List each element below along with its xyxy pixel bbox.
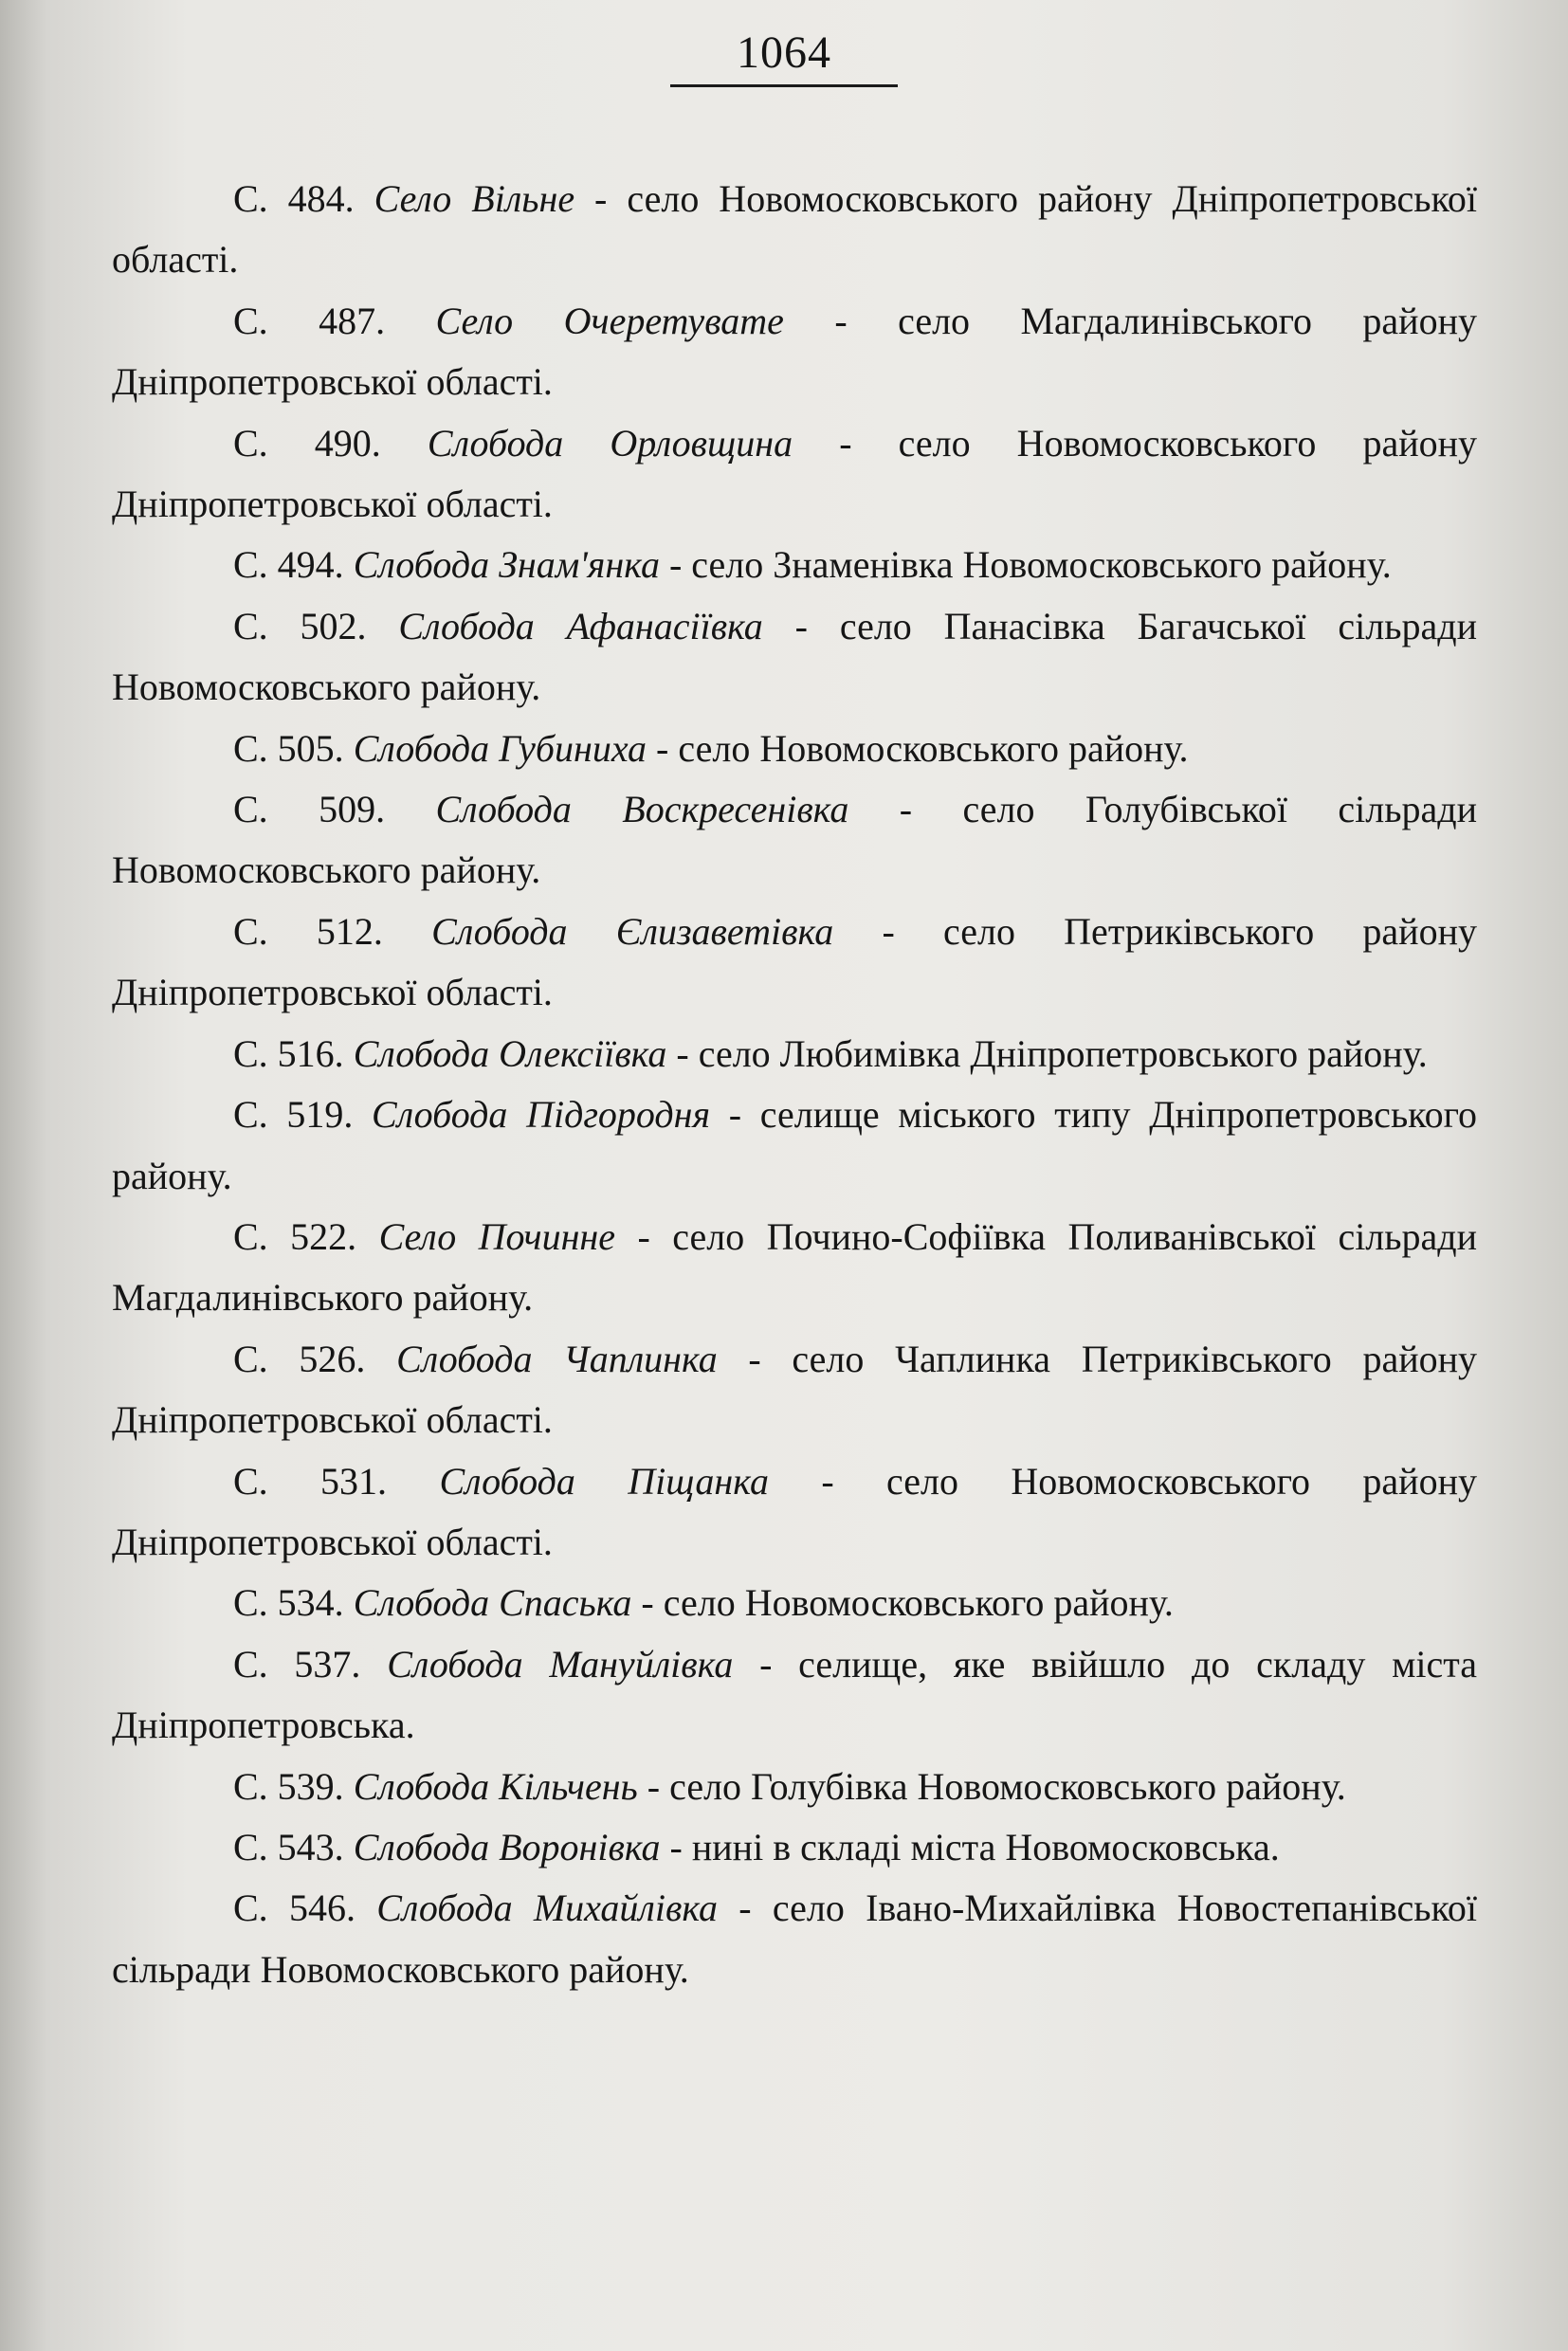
entry xyxy=(112,1878,1477,2000)
entry-ref: С. 546. xyxy=(233,1886,356,1930)
entry xyxy=(112,535,1477,595)
entry-description: - село Магдалинівського району Дніпропетровської області. xyxy=(112,299,1477,404)
entry xyxy=(112,1634,1477,1757)
entry-name: Слобода Спаська xyxy=(353,1581,632,1625)
entry-name: Слобода Михайлівка xyxy=(376,1886,719,1930)
entry-description: - село Івано-Михайлівка Новостепанівської сільради Новомосковського району. xyxy=(112,1886,1478,1991)
entry xyxy=(112,1084,1477,1207)
entry-name: Слобода Олексіївка xyxy=(353,1031,667,1075)
entry-description: - село Новомосковського району Дніпропетровської області. xyxy=(112,177,1478,282)
entry-name: Слобода Мануйлівка xyxy=(387,1642,734,1686)
entry-ref: С. 512. xyxy=(233,909,383,953)
entry-description: - село Новомосковського району Дніпропетровської області. xyxy=(112,421,1478,526)
entry-ref: С. 543. xyxy=(233,1825,344,1868)
entry xyxy=(112,779,1477,902)
entry xyxy=(112,596,1477,719)
entry xyxy=(112,1329,1477,1451)
entry-name: Село Очеретувате xyxy=(435,299,784,342)
entry-description: - село Голубівської сільради Новомосковського району. xyxy=(112,788,1477,892)
entry xyxy=(112,1024,1477,1084)
entry xyxy=(112,413,1477,536)
entry-description: - село Голубівка Новомосковського району. xyxy=(637,1764,1346,1808)
entry-name: Село Вільне xyxy=(374,177,575,220)
entry-name: Слобода Воскресенівка xyxy=(435,788,849,831)
entry-name: Слобода Орловщина xyxy=(427,421,793,465)
entry-description: - село Знаменівка Новомосковського району. xyxy=(659,543,1392,587)
entry-ref: С. 505. xyxy=(233,726,344,770)
entries-list xyxy=(112,169,1477,2000)
entry-name: Слобода Єлизаветівка xyxy=(431,909,834,953)
entry-name: Слобода Воронівка xyxy=(353,1825,661,1868)
page-header xyxy=(0,28,1568,87)
entry-ref: С. 519. xyxy=(233,1093,354,1137)
entry-ref: С. 502. xyxy=(233,604,367,647)
entry-description: - село Новомосковського району Дніпропетровської області. xyxy=(112,1459,1477,1563)
entry-ref: С. 516. xyxy=(233,1031,344,1075)
entry-description: - село Панасівка Багачської сільради Новомосковського району. xyxy=(112,604,1478,709)
entry-name: Село Починне xyxy=(378,1214,616,1258)
entry-ref: С. 537. xyxy=(233,1642,361,1686)
entry-ref: С. 490. xyxy=(233,421,381,465)
entry-ref: С. 509. xyxy=(233,788,386,831)
entry-name: Слобода Кільчень xyxy=(353,1764,638,1808)
entry xyxy=(112,291,1477,413)
entry-ref: С. 526. xyxy=(233,1337,366,1380)
entry xyxy=(112,1573,1477,1633)
entry xyxy=(112,169,1477,291)
entry xyxy=(112,1207,1477,1329)
entry-description: - село Новомосковського району. xyxy=(631,1581,1174,1625)
entry-name: Слобода Чаплинка xyxy=(396,1337,718,1380)
entry-description: - село Петриківського району Дніпропетровської області. xyxy=(112,909,1477,1014)
entry xyxy=(112,1757,1477,1817)
entry-ref: С. 531. xyxy=(233,1459,388,1503)
page-number: 1064 xyxy=(670,28,898,87)
entry-description: - нині в складі міста Новомосковська. xyxy=(660,1825,1280,1868)
entry xyxy=(112,719,1477,779)
entry-description: - селище міського типу Дніпропетровського району. xyxy=(112,1093,1477,1197)
entry xyxy=(112,902,1477,1024)
entry-name: Слобода Губиниха xyxy=(353,726,647,770)
entry-name: Слобода Знам'янка xyxy=(353,543,660,587)
entry-name: Слобода Афанасіївка xyxy=(398,604,763,647)
entry xyxy=(112,1451,1477,1574)
entry-ref: С. 494. xyxy=(233,543,344,587)
entry-ref: С. 539. xyxy=(233,1764,344,1808)
entry-description: - село Любимівка Дніпропетровського району. xyxy=(666,1031,1428,1075)
entry-name: Слобода Піщанка xyxy=(439,1459,769,1503)
entry xyxy=(112,1817,1477,1878)
entry-ref: С. 534. xyxy=(233,1581,344,1625)
entry-description: - село Чаплинка Петриківського району Дніпропетровської області. xyxy=(112,1337,1478,1442)
entry-ref: С. 487. xyxy=(233,299,386,342)
entry-description: - селище, яке ввійшло до складу міста Дніпропетровська. xyxy=(112,1642,1478,1747)
entry-description: - село Новомосковського району. xyxy=(647,726,1189,770)
entry-description: - село Почино-Софіївка Поливанівської сільради Магдалинівського району. xyxy=(112,1214,1478,1320)
entry-ref: С. 484. xyxy=(233,177,355,220)
entry-name: Слобода Підгородня xyxy=(372,1093,711,1137)
entry-ref: С. 522. xyxy=(233,1214,357,1258)
